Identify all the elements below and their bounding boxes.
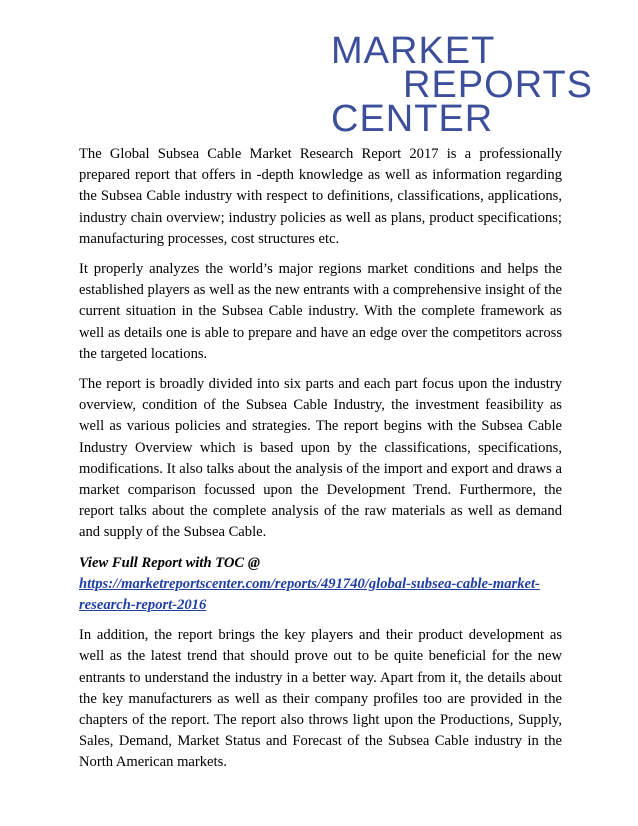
document-body [79,144,562,783]
report-link[interactable]: https://marketreportscenter.com/reports/491740/global-subsea-cable-market-research-report-2016 [79,575,540,614]
logo-line-market: MARKET [331,30,496,72]
logo-line-reports: REPORTS [403,64,594,106]
paragraph-analysis: It properly analyzes the world’s major regions market conditions and helps the established players as well as the new entrants with a comprehensive insight of the current situation in the Subsea Cable industry. With the complete framework as well as details one is able to prepare and have an edge over the competitors across the targeted locations. [79,261,562,362]
toc-section [79,553,562,617]
paragraph-closing: In addition, the report brings the key players and their product development as well as the latest trend that should prove out to be quite beneficial for the new entrants to understand the industry in a better way. Apart from it, the details about the key manufacturers as well as their company profiles too are provided in the chapters of the report. The report also throws light upon the Productions, Supply, Sales, Demand, Market Status and Forecast of the Subsea Cable industry in the North American markets. [79,627,562,771]
logo-line-center: CENTER [331,98,494,140]
paragraph-intro: The Global Subsea Cable Market Research Report 2017 is a professionally prepared report that offers in -depth knowledge as well as information regarding the Subsea Cable industry with respect to definitions, classifications, applications, industry chain overview; industry policies as well as plans, product specifications; manufacturing processes, cost structures etc. [79,146,562,247]
company-logo [331,30,594,140]
toc-label: View Full Report with TOC @ [79,554,260,571]
paragraph-structure: The report is broadly divided into six parts and each part focus upon the industry overview, condition of the Subsea Cable Industry, the investment feasibility as well as various policies and strategies. The report begins with the Subsea Cable Industry Overview which is based upon by the classifications, specifications, modifications. It also talks about the analysis of the import and export and draws a market comparison focussed upon the Development Trend. Furthermore, the report talks about the complete analysis of the raw materials as well as demand and supply of the Subsea Cable. [79,376,562,541]
